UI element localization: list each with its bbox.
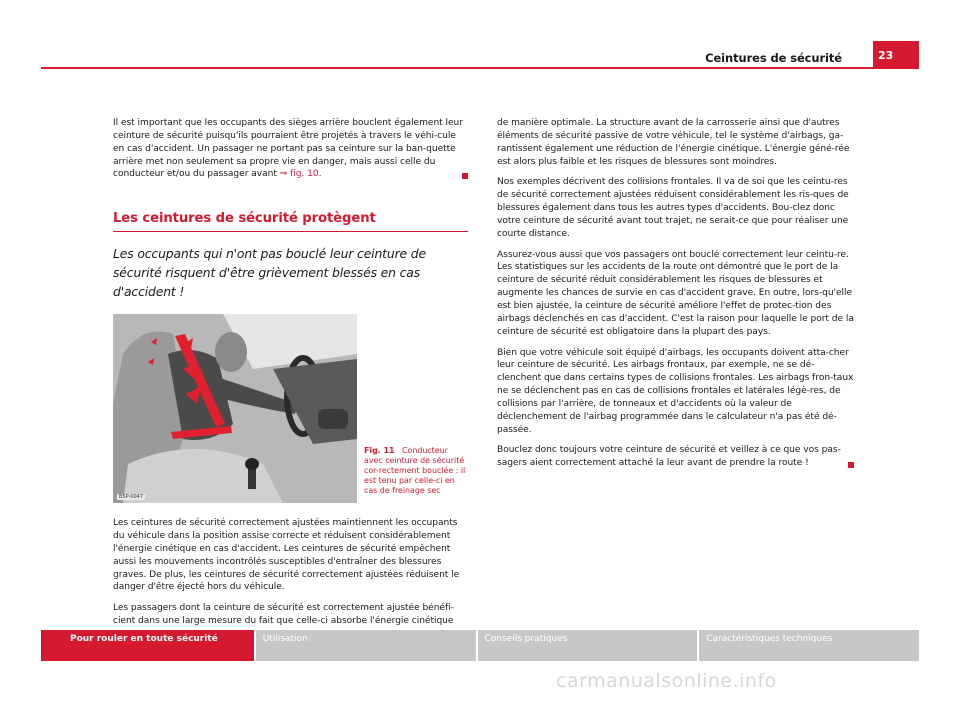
intro-text: Il est important que les occupants des sièges arrière bouclent également leur ceinture de sécurité puisqu'ils pourraient être projetés à travers le véhi-cule en cas d'accident. Un passager ne portant pas sa ceinture sur la ban-quette arrière met non seulement sa propre vie en danger, mais aussi celle du conducteur et/ou du passager avant (113, 118, 463, 180)
footer-tab-utilisation[interactable]: Utilisation (256, 630, 476, 661)
driver-seatbelt-image (113, 314, 357, 503)
footer-navigation (41, 630, 919, 661)
right-paragraph-5 (497, 444, 854, 470)
intro-paragraph (113, 117, 468, 181)
figure-11 (113, 314, 468, 503)
figure-reference-link[interactable]: ⇒ fig. 10 (279, 169, 319, 180)
left-paragraph-2: Les passagers dont la ceinture de sécurité est correctement ajustée bénéfi-cient dans une large mesure du fait que celle-ci absorbe l'énergie cinétique (113, 603, 454, 627)
footer-tab-caracteristiques[interactable]: Caractéristiques techniques (699, 630, 919, 661)
right-paragraph-5-text: Bouclez donc toujours votre ceinture de sécurité et veillez à ce que vos pas-sagers aient correctement attaché la leur avant de prendre la route ! (497, 445, 841, 469)
header-rule (41, 67, 919, 69)
right-paragraph-3: Assurez-vous aussi que vos passagers ont bouclé correctement leur ceintu-re. Les statistiques sur les accidents de la route ont démontré que le port de la ceinture de sécurité réduit considérablement les risques de blessures et augmente les chances de survie en cas d'accident grave. En outre, lors-qu'elle est bien ajustée, la ceinture de sécurité améliore l'effet de protec-tion des airbags déclenchés en cas d'accident. C'est la raison pour laquelle le port de la ceinture de sécurité est obligatoire dans la plupart des pays. (497, 249, 854, 337)
page-number: 23 (873, 41, 919, 67)
intro-suffix: . (318, 169, 322, 180)
right-paragraph-1: de manière optimale. La structure avant de la carrosserie ainsi que d'autres éléments de sécurité passive de votre véhicule, tel le système d'airbags, ga-rantissent également une réduction de l'énergie cinétique. L'énergie géné-rée est alors plus faible et les risques de blessures sont moindres. (497, 118, 850, 167)
running-header-title: Ceintures de sécurité (705, 51, 842, 65)
section-heading: Les ceintures de sécurité protègent (113, 211, 468, 232)
footer-tab-conseils-pratiques[interactable]: Conseils pratiques (478, 630, 698, 661)
watermark: carmanualsonline.info (556, 670, 777, 692)
section-lead: Les occupants qui n'ont pas bouclé leur ceinture de sécurité risquent d'être grièvement blessés en cas d'accident ! (113, 246, 426, 300)
right-column (497, 117, 854, 478)
section-end-marker (462, 173, 468, 179)
figure-caption-text: Conducteur avec ceinture de sécurité cor-rectement bouclée : il est tenu par celle-ci en cas de freinage sec (364, 446, 466, 496)
figure-caption-label: Fig. 11 (364, 446, 395, 456)
right-paragraph-2: Nos exemples décrivent des collisions frontales. Il va de soi que les ceintu-res de sécurité correctement ajustées réduisent considérablement les ris-ques de blessures également dans tous les autres types d'accidents. Bou-clez donc votre ceinture de sécurité avant tout trajet, ne serait-ce que pour réaliser une courte distance. (497, 177, 849, 239)
left-column (113, 117, 468, 636)
driver-seatbelt-illustration (113, 314, 357, 503)
left-paragraph-1: Les ceintures de sécurité correctement ajustées maintiennent les occupants du véhicule dans la position assise correcte et réduisent considérablement l'énergie cinétique en cas d'accident. Les ceintures de sécurité empêchent aussi les mouvements incontrôlés susceptibles d'entraîner des blessures graves. De plus, les ceintures de sécurité correctement ajustées réduisent le danger d'être éjecté hors du véhicule. (113, 518, 460, 593)
section-end-marker (848, 462, 854, 468)
figure-caption (364, 446, 468, 496)
figure-code: B5P-0047 (119, 494, 144, 501)
right-paragraph-4: Bien que votre véhicule soit équipé d'airbags, les occupants doivent atta-cher leur ceinture de sécurité. Les airbags frontaux, par exemple, ne se dé-clenchent que dans certains types de collisions frontales. Les airbags fron-taux ne se déclenchent pas en cas de collisions frontales et latérales légè-res, de collisions par l'arrière, de tonneaux et d'accidents où la valeur de déclenchement de l'airbag programmée dans le calculateur n'a pas été dé-passée. (497, 347, 854, 435)
footer-tab-pour-rouler[interactable]: Pour rouler en toute sécurité (41, 630, 254, 661)
